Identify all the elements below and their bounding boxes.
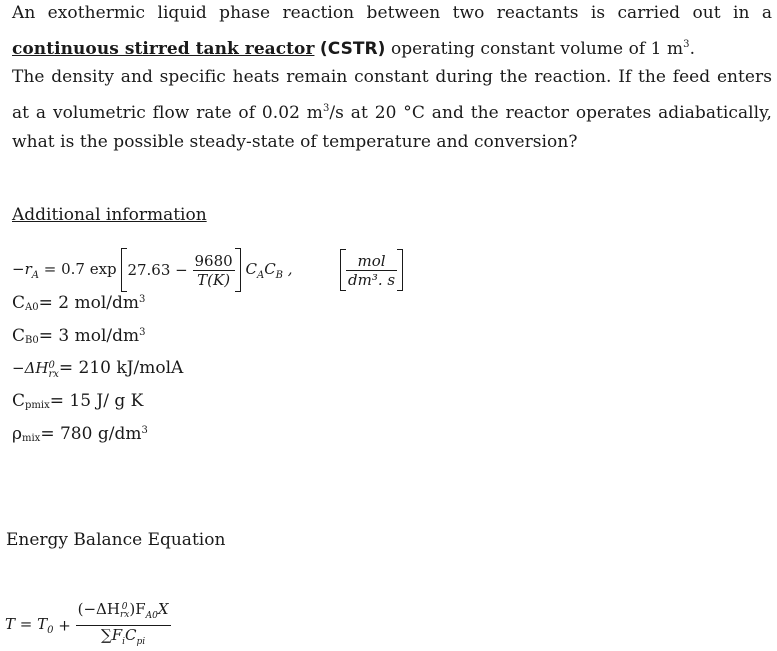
cp-row: $C_{pmix}= 15$ J/ g K bbox=[12, 391, 144, 411]
problem-line-1: An exothermic liquid phase reaction between two reactants is carried out in a bbox=[12, 3, 772, 23]
additional-heading: Additional information bbox=[12, 205, 207, 225]
flow-text: at a volumetric flow rate of 0.02 m bbox=[12, 103, 323, 123]
volume-text: operating constant volume of 1 m bbox=[385, 39, 684, 59]
volume-exp: 3 bbox=[683, 39, 690, 50]
line2-end: . bbox=[689, 39, 696, 59]
density-row: $\rho_{mix}= 780$ $g/dm^3$ bbox=[12, 424, 148, 444]
problem-line-4 bbox=[12, 93, 772, 129]
cstr-term: continuous stirred tank reactor bbox=[12, 39, 315, 59]
rate-fraction: $\frac{9680}{T(K)}$ bbox=[194, 251, 233, 289]
rate-lhs: $-r_A$ bbox=[12, 260, 39, 281]
rate-eq: = 0.7 exp bbox=[38, 260, 117, 278]
right-bracket bbox=[235, 248, 241, 292]
eb-lhs: $T = T_0$ bbox=[5, 615, 54, 636]
rate-units: $\frac{\text{mol}}{\text{dm³. s}}$ bbox=[340, 249, 403, 291]
cstr-abbrev: (CSTR) bbox=[319, 39, 386, 59]
cb0-row: $C_{B0}= 3$ mol/$dm^3$ bbox=[12, 326, 146, 346]
ca0-row: $C_{A0}= 2$ mol/$dm^3$ bbox=[12, 293, 146, 313]
flow-exp: 3 bbox=[322, 103, 330, 114]
problem-line-2 bbox=[12, 29, 772, 65]
rate-concentrations: $C_AC_B$ , bbox=[245, 259, 293, 281]
rate-const: 27.63 − bbox=[127, 261, 188, 279]
energy-balance-equation bbox=[5, 600, 171, 651]
problem-line-3: The density and specific heats remain constant during the reaction. If the feed enters bbox=[12, 67, 772, 87]
rate-law bbox=[12, 248, 293, 292]
eb-fraction: (−ΔH 0 rx )$F_{A0}X$ $\sum F_iC_{pi}$ bbox=[77, 600, 169, 647]
problem-line-5: what is the possible steady-state of temperature and conversion? bbox=[12, 132, 578, 152]
heat-of-reaction-row: −ΔH 0 rx = 210 kJ/molA bbox=[12, 358, 184, 380]
flow-text-b: /s at 20 °C and the reactor operates adiabatically, bbox=[329, 103, 772, 123]
energy-heading: Energy Balance Equation bbox=[6, 530, 226, 550]
eb-plus: + bbox=[53, 616, 71, 635]
